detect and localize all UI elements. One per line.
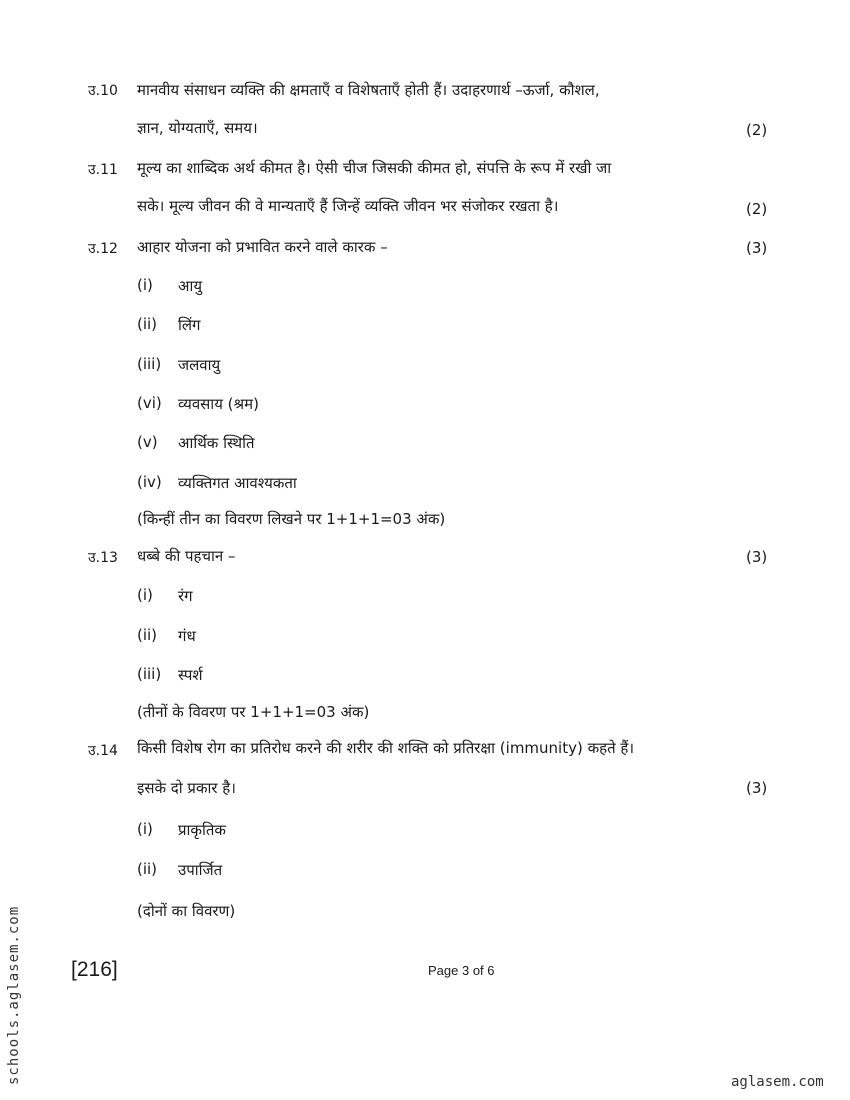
list-item-number: (iv)	[137, 473, 162, 491]
list-item-number: (iii)	[137, 665, 162, 683]
answer-12-heading: आहार योजना को प्रभावित करने वाले कारक –	[137, 238, 388, 256]
marks-10: (2)	[746, 121, 768, 139]
list-item-number: (vi)	[137, 394, 162, 412]
question-number-14: उ.14	[88, 743, 118, 759]
marks-13: (3)	[746, 548, 768, 566]
answer-11-line-1: मूल्य का शाब्दिक अर्थ कीमत है। ऐसी चीज जिसकी कीमत हो, संपत्ति के रूप में रखी जा	[137, 159, 612, 177]
marks-14: (3)	[746, 779, 768, 797]
answer-10-line-1: मानवीय संसाधन व्यक्ति की क्षमताएँ व विशेषताएँ होती हैं। उदाहरणार्थ –ऊर्जा, कौशल,	[137, 81, 600, 99]
list-item-number: (i)	[137, 820, 153, 838]
marks-12: (3)	[746, 239, 768, 257]
question-number-12: उ.12	[88, 241, 118, 257]
list-item-number: (v)	[137, 433, 158, 451]
list-item: उपार्जित	[178, 861, 223, 879]
paper-code: [216]	[71, 958, 118, 981]
answer-12-note: (किन्हीं तीन का विवरण लिखने पर 1+1+1=03 अंक)	[137, 510, 446, 528]
answer-10-line-2: ज्ञान, योग्यताएँ, समय।	[137, 119, 258, 137]
question-number-11: उ.11	[88, 162, 118, 178]
watermark-left: schools.aglasem.com	[6, 905, 22, 1085]
list-item: स्पर्श	[178, 666, 203, 684]
list-item: व्यक्तिगत आवश्यकता	[178, 474, 297, 492]
list-item: आर्थिक स्थिति	[178, 434, 255, 452]
list-item-number: (i)	[137, 586, 153, 604]
answer-11-line-2: सके। मूल्य जीवन की वे मान्यताएँ हैं जिन्हें व्यक्ति जीवन भर संजोकर रखता है।	[137, 197, 559, 215]
list-item-number: (iii)	[137, 355, 162, 373]
list-item: लिंग	[178, 316, 201, 334]
list-item: प्राकृतिक	[178, 821, 226, 839]
list-item: गंध	[178, 627, 196, 645]
answer-14-line-1: किसी विशेष रोग का प्रतिरोध करने की शरीर की शक्ति को प्रतिरक्षा (immunity) कहते हैं।	[137, 739, 635, 757]
answer-13-heading: धब्बे की पहचान –	[137, 547, 236, 565]
question-number-10: उ.10	[88, 83, 118, 99]
list-item-number: (ii)	[137, 860, 158, 878]
list-item: रंग	[178, 587, 193, 605]
list-item-number: (ii)	[137, 315, 158, 333]
watermark-right: aglasem.com	[731, 1074, 824, 1090]
answer-13-note: (तीनों के विवरण पर 1+1+1=03 अंक)	[137, 703, 370, 721]
question-number-13: उ.13	[88, 550, 118, 566]
list-item: आयु	[178, 277, 203, 295]
list-item-number: (ii)	[137, 626, 158, 644]
list-item-number: (i)	[137, 276, 153, 294]
list-item: जलवायु	[178, 356, 221, 374]
page-number: Page 3 of 6	[428, 963, 495, 978]
answer-14-note: (दोनों का विवरण)	[137, 902, 236, 920]
list-item: व्यवसाय (श्रम)	[178, 395, 259, 413]
answer-14-line-2: इसके दो प्रकार है।	[137, 779, 236, 797]
marks-11: (2)	[746, 200, 768, 218]
